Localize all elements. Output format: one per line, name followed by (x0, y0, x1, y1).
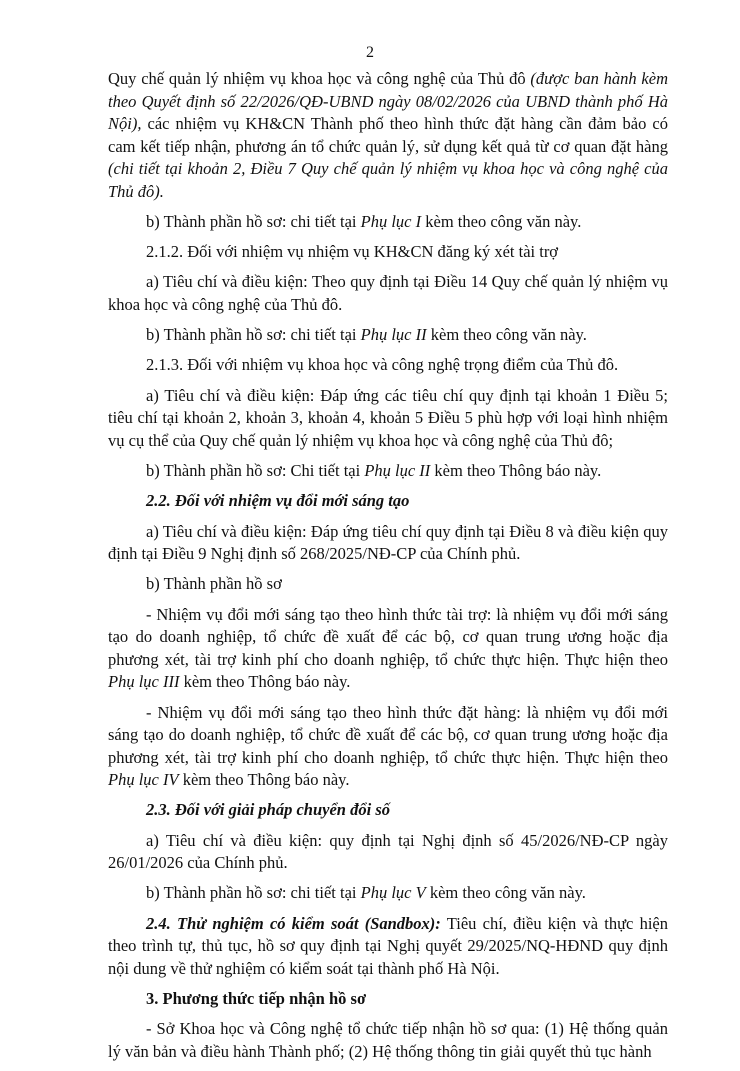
section-2-1-3-heading: 2.1.3. Đối với nhiệm vụ khoa học và công nghệ trọng điểm của Thủ đô. (146, 355, 619, 375)
paragraph-criteria-2-3: a) Tiêu chí và điều kiện: quy định tại Nghị định số 45/2026/NĐ-CP ngày 26/01/2026 của Chính phủ. (108, 830, 668, 873)
paragraph-innovation-funding: - Nhiệm vụ đổi mới sáng tạo theo hình thức tài trợ: là nhiệm vụ đổi mới sáng tạo do doanh nghiệp, tổ chức đề xuất để các bộ, cơ quan trung ương hoặc địa phương xét, tài trợ kinh phí cho doanh nghiệp, tổ chức thực hiện. Thực hiện theo Phụ lục III kèm theo Thông báo này. (108, 604, 668, 692)
page-number: 2 (366, 44, 374, 61)
document-body (108, 68, 668, 1071)
paragraph-dossier-2-2: b) Thành phần hồ sơ (146, 574, 282, 594)
section-3-heading: 3. Phương thức tiếp nhận hồ sơ (146, 989, 367, 1009)
paragraph-dossier-2-1-3: b) Thành phần hồ sơ: Chi tiết tại Phụ lục II kèm theo Thông báo này. (146, 461, 602, 481)
section-2-1-2-heading: 2.1.2. Đối với nhiệm vụ nhiệm vụ KH&CN đăng ký xét tài trợ (146, 242, 559, 262)
paragraph-criteria-2-2: a) Tiêu chí và điều kiện: Đáp ứng tiêu chí quy định tại Điều 8 và điều kiện quy định tại Điều 9 Nghị định số 268/2025/NĐ-CP của Chính phủ. (108, 521, 668, 564)
section-2-3-heading: 2.3. Đối với giải pháp chuyển đổi số (146, 800, 390, 820)
paragraph-receiving-method: - Sở Khoa học và Công nghệ tổ chức tiếp nhận hồ sơ qua: (1) Hệ thống quản lý văn bản và điều hành Thành phố; (2) Hệ thống thông tin giải quyết thủ tục hành (108, 1019, 668, 1061)
paragraph-criteria-2-1-2: a) Tiêu chí và điều kiện: Theo quy định tại Điều 14 Quy chế quản lý nhiệm vụ khoa học và công nghệ của Thủ đô. (108, 272, 668, 314)
paragraph-criteria-2-1-3: a) Tiêu chí và điều kiện: Đáp ứng các tiêu chí quy định tại khoản 1 Điều 5; tiêu chí tại khoản 2, khoản 3, khoản 4, khoản 5 Điều 5 phù hợp với loại hình nhiệm vụ cụ thể của Quy chế quản lý nhiệm vụ khoa học và công nghệ của Thủ đô; (108, 385, 668, 450)
paragraph-dossier-appendix-5: b) Thành phần hồ sơ: chi tiết tại Phụ lục V kèm theo công văn này. (146, 883, 586, 903)
paragraph-dossier-appendix-2: b) Thành phần hồ sơ: chi tiết tại Phụ lục II kèm theo công văn này. (146, 325, 587, 345)
section-2-4-sandbox: 2.4. Thử nghiệm có kiểm soát (Sandbox): Tiêu chí, điều kiện và thực hiện theo trình tự, thủ tục, hồ sơ quy định tại Nghị quyết 29/2025/NQ-HĐND quy định nội dung về thử nghiệm có kiểm soát tại thành phố Hà Nội. (108, 913, 668, 978)
paragraph-regulation-reference: Quy chế quản lý nhiệm vụ khoa học và công nghệ của Thủ đô (được ban hành kèm theo Quyết định số 22/2026/QĐ-UBND ngày 08/02/2026 của UBND thành phố Hà Nội), các nhiệm vụ KH&CN Thành phố theo hình thức đặt hàng cần đảm bảo có cam kết tiếp nhận, phương án tổ chức quản lý, sử dụng kết quả từ cơ quan đặt hàng (chi tiết tại khoản 2, Điều 7 Quy chế quản lý nhiệm vụ khoa học và công nghệ của Thủ đô). (108, 69, 668, 201)
paragraph-dossier-appendix-1: b) Thành phần hồ sơ: chi tiết tại Phụ lục I kèm theo công văn này. (146, 211, 582, 231)
paragraph-innovation-order: - Nhiệm vụ đổi mới sáng tạo theo hình thức đặt hàng: là nhiệm vụ đổi mới sáng tạo do doanh nghiệp, tổ chức đề xuất để các bộ, cơ quan trung ương hoặc địa phương xét, tài trợ kinh phí cho doanh nghiệp, tổ chức thực hiện. Thực hiện theo Phụ lục IV kèm theo Thông báo này. (108, 702, 668, 790)
section-2-2-heading: 2.2. Đối với nhiệm vụ đổi mới sáng tạo (146, 491, 410, 511)
